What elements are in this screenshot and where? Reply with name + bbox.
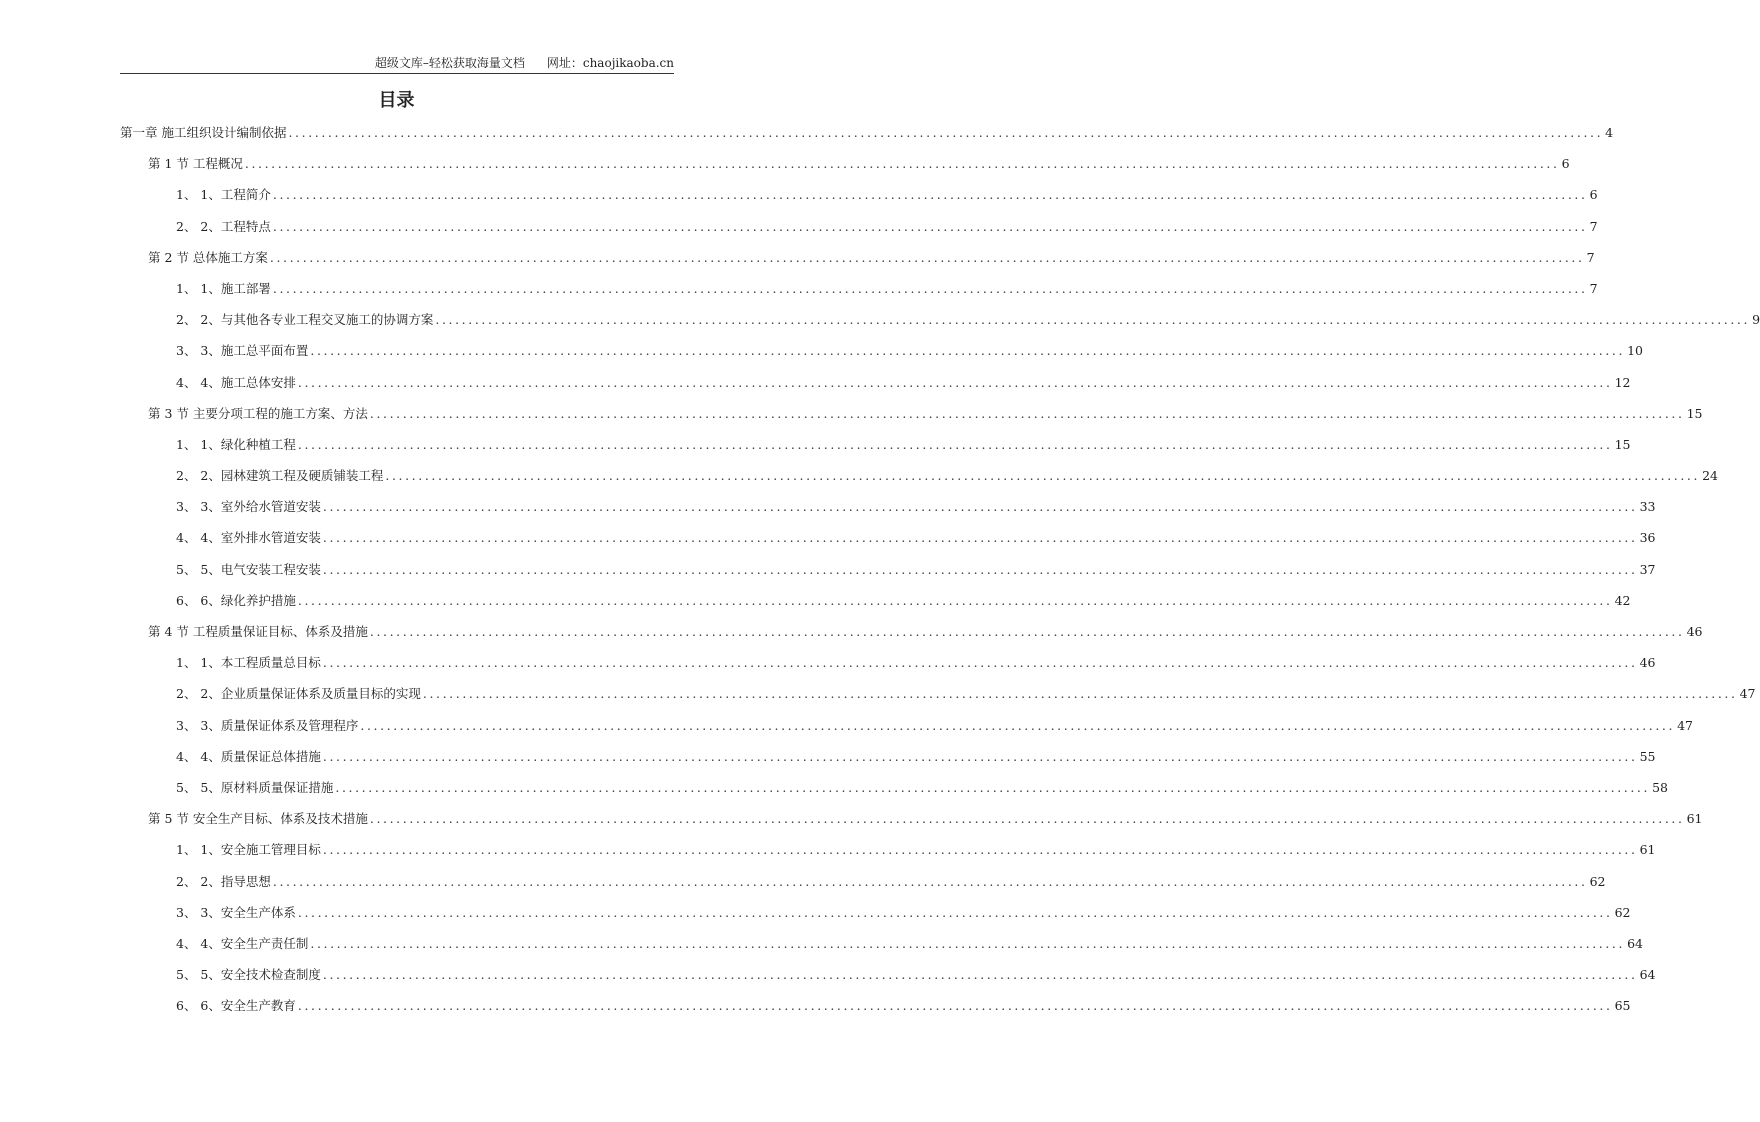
toc-entry-title: 6、 6、绿化养护措施 <box>176 592 296 608</box>
toc-entry[interactable] <box>120 965 1656 996</box>
toc-entry[interactable] <box>120 591 1631 622</box>
toc-entry-page: 65 <box>1614 998 1631 1014</box>
toc-entry[interactable] <box>120 653 1656 684</box>
toc-entry-page: 62 <box>1614 904 1631 920</box>
toc-entry[interactable] <box>120 747 1656 778</box>
toc-entry[interactable] <box>120 528 1656 559</box>
toc-entry[interactable] <box>120 341 1643 372</box>
toc-dot-leader: ........................................................................................................................................................................................................ <box>422 686 1738 702</box>
toc-entry-title: 第 2 节 总体施工方案 <box>148 249 268 265</box>
toc-entry-title: 2、 2、与其他各专业工程交叉施工的协调方案 <box>176 312 434 328</box>
toc-entry-title: 第 3 节 主要分项工程的施工方案、方法 <box>148 405 368 421</box>
toc-entry-title: 5、 5、安全技术检查制度 <box>176 967 321 983</box>
toc-dot-leader: ........................................................................................................................................................................................................ <box>322 842 1638 858</box>
toc-entry-page: 15 <box>1614 436 1631 452</box>
toc-entry-page: 33 <box>1639 499 1656 515</box>
toc-entry-page: 61 <box>1639 842 1656 858</box>
toc-dot-leader: ........................................................................................................................................................................................................ <box>297 998 1613 1014</box>
header-url: 网址：chaojikaoba.cn <box>546 56 674 70</box>
toc-dot-leader: ........................................................................................................................................................................................................ <box>360 717 1676 733</box>
toc-dot-leader: ........................................................................................................................................................................................................ <box>322 530 1638 546</box>
toc-entry-page: 15 <box>1686 405 1703 421</box>
toc-dot-leader: ........................................................................................................................................................................................................ <box>288 125 1604 140</box>
toc-dot-leader: ........................................................................................................................................................................................................ <box>369 811 1685 827</box>
toc-entry-title: 1、 1、绿化种植工程 <box>176 436 296 452</box>
toc-entry-title: 1、 1、安全施工管理目标 <box>176 842 321 858</box>
toc-entry-page: 6 <box>1561 156 1570 172</box>
toc-entry[interactable] <box>120 279 1598 310</box>
toc-entry[interactable] <box>120 123 1614 154</box>
page-title: 目录 <box>378 90 415 111</box>
toc-entry-page: 64 <box>1627 935 1643 951</box>
toc-entry-page: 9 <box>1752 312 1760 328</box>
toc-entry[interactable] <box>120 903 1631 934</box>
toc-entry-title: 3、 3、室外给水管道安装 <box>176 499 321 515</box>
toc-entry[interactable] <box>120 404 1703 435</box>
toc-dot-leader: ........................................................................................................................................................................................................ <box>272 218 1588 234</box>
toc-entry[interactable] <box>120 248 1595 279</box>
toc-entry-page: 42 <box>1614 592 1631 608</box>
toc-entry-page: 7 <box>1589 218 1598 234</box>
toc-dot-leader: ........................................................................................................................................................................................................ <box>310 343 1626 359</box>
toc-entry-title: 4、 4、质量保证总体措施 <box>176 748 321 764</box>
toc-dot-leader: ........................................................................................................................................................................................................ <box>244 156 1560 172</box>
toc-entry-page: 46 <box>1639 655 1656 671</box>
toc-entry-title: 3、 3、施工总平面布置 <box>176 343 309 359</box>
toc-entry-page: 46 <box>1686 624 1703 639</box>
toc-entry-page: 61 <box>1686 811 1703 827</box>
toc-entry[interactable] <box>120 934 1643 965</box>
toc-entry-title: 4、 4、施工总体安排 <box>176 374 296 390</box>
toc-entry-title: 1、 1、本工程质量总目标 <box>176 655 321 671</box>
toc-entry-page: 7 <box>1589 280 1598 296</box>
toc-entry[interactable] <box>120 684 1756 715</box>
toc-dot-leader: ........................................................................................................................................................................................................ <box>272 873 1588 889</box>
toc-entry-title: 1、 1、工程简介 <box>176 187 271 203</box>
toc-entry-page: 6 <box>1589 187 1598 203</box>
toc-entry-page: 4 <box>1605 125 1614 140</box>
toc-entry-page: 47 <box>1739 686 1756 702</box>
toc-entry[interactable] <box>120 809 1703 840</box>
toc-dot-leader: ........................................................................................................................................................................................................ <box>269 249 1585 265</box>
toc-dot-leader: ........................................................................................................................................................................................................ <box>322 561 1638 577</box>
toc-entry[interactable] <box>120 560 1656 591</box>
toc-entry[interactable] <box>120 497 1656 528</box>
toc-entry-page: 64 <box>1639 967 1656 983</box>
toc-entry-page: 36 <box>1639 530 1656 546</box>
toc-entry[interactable] <box>120 435 1631 466</box>
toc-dot-leader: ........................................................................................................................................................................................................ <box>369 624 1685 639</box>
toc-entry[interactable] <box>120 716 1693 747</box>
toc-dot-leader: ........................................................................................................................................................................................................ <box>272 187 1588 203</box>
toc-entry-page: 62 <box>1589 873 1606 889</box>
toc-entry-page: 24 <box>1702 468 1718 484</box>
toc-entry-title: 第一章 施工组织设计编制依据 <box>120 125 287 140</box>
toc-entry-title: 5、 5、原材料质量保证措施 <box>176 779 334 795</box>
toc-entry-page: 58 <box>1652 779 1668 795</box>
toc-dot-leader: ........................................................................................................................................................................................................ <box>310 935 1626 951</box>
toc-entry-title: 2、 2、园林建筑工程及硬质铺装工程 <box>176 468 384 484</box>
toc-entry-page: 47 <box>1677 717 1693 733</box>
toc-entry-title: 2、 2、指导思想 <box>176 873 271 889</box>
toc-entry[interactable] <box>120 840 1656 871</box>
toc-dot-leader: ........................................................................................................................................................................................................ <box>322 748 1638 764</box>
toc-entry-title: 2、 2、企业质量保证体系及质量目标的实现 <box>176 686 421 702</box>
toc-entry-title: 3、 3、安全生产体系 <box>176 904 296 920</box>
toc-entry-title: 4、 4、安全生产责任制 <box>176 935 309 951</box>
toc-dot-leader: ........................................................................................................................................................................................................ <box>297 374 1613 390</box>
toc-entry[interactable] <box>120 185 1598 216</box>
toc-dot-leader: ........................................................................................................................................................................................................ <box>297 592 1613 608</box>
toc-entry-title: 1、 1、施工部署 <box>176 280 271 296</box>
toc-dot-leader: ........................................................................................................................................................................................................ <box>322 967 1638 983</box>
toc-entry-page: 55 <box>1639 748 1656 764</box>
header-site-name: 超级文库–轻松获取海量文档 <box>374 56 525 70</box>
table-of-contents <box>120 123 1760 1027</box>
toc-dot-leader: ........................................................................................................................................................................................................ <box>272 280 1588 296</box>
toc-entry-title: 3、 3、质量保证体系及管理程序 <box>176 717 359 733</box>
toc-dot-leader: ........................................................................................................................................................................................................ <box>385 468 1701 484</box>
toc-dot-leader: ........................................................................................................................................................................................................ <box>369 405 1685 421</box>
toc-entry-page: 7 <box>1586 249 1595 265</box>
toc-dot-leader: ........................................................................................................................................................................................................ <box>322 499 1638 515</box>
toc-entry[interactable] <box>120 466 1718 497</box>
toc-dot-leader: ........................................................................................................................................................................................................ <box>322 655 1638 671</box>
toc-entry-title: 第 5 节 安全生产目标、体系及技术措施 <box>148 811 368 827</box>
toc-entry[interactable] <box>120 996 1631 1027</box>
toc-dot-leader: ........................................................................................................................................................................................................ <box>297 436 1613 452</box>
toc-entry[interactable] <box>120 154 1570 185</box>
toc-entry[interactable] <box>120 217 1598 248</box>
toc-entry-title: 2、 2、工程特点 <box>176 218 271 234</box>
toc-entry-page: 10 <box>1627 343 1643 359</box>
page-header <box>120 56 674 74</box>
toc-entry-page: 37 <box>1639 561 1656 577</box>
toc-entry-page: 12 <box>1614 374 1631 390</box>
toc-dot-leader: ........................................................................................................................................................................................................ <box>297 904 1613 920</box>
toc-entry[interactable] <box>120 872 1606 903</box>
toc-dot-leader: ........................................................................................................................................................................................................ <box>435 312 1751 328</box>
toc-entry[interactable] <box>120 373 1631 404</box>
toc-entry-title: 第 4 节 工程质量保证目标、体系及措施 <box>148 624 368 639</box>
toc-entry-title: 6、 6、安全生产教育 <box>176 998 296 1014</box>
toc-entry[interactable] <box>120 778 1668 809</box>
toc-dot-leader: ........................................................................................................................................................................................................ <box>335 779 1651 795</box>
toc-entry-title: 4、 4、室外排水管道安装 <box>176 530 321 546</box>
toc-entry-title: 第 1 节 工程概况 <box>148 156 243 172</box>
toc-entry-title: 5、 5、电气安装工程安装 <box>176 561 321 577</box>
toc-entry[interactable] <box>120 310 1760 341</box>
toc-entry[interactable] <box>120 622 1703 653</box>
